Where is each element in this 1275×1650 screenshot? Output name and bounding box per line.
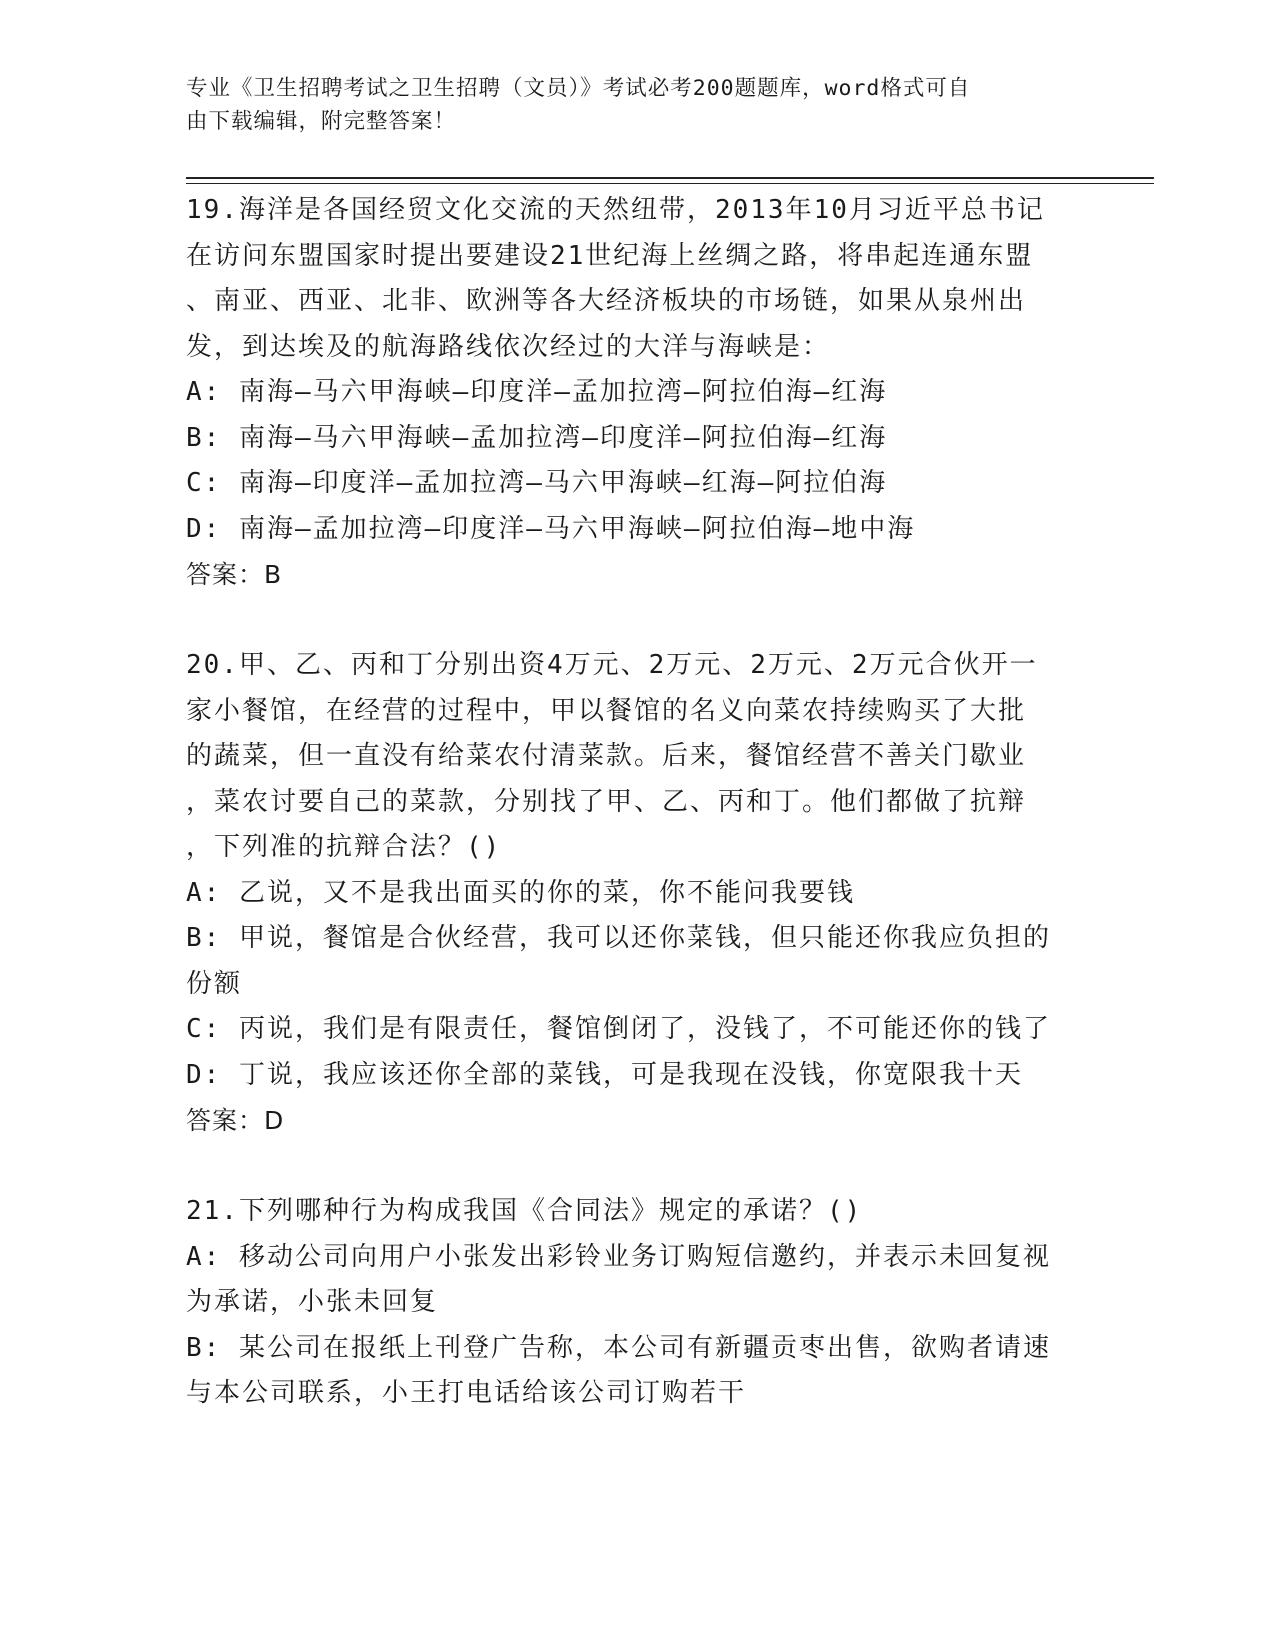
question-text-line: 20.甲、乙、丙和丁分别出资4万元、2万元、2万元、2万元合伙开一 [186, 650, 1038, 680]
header-divider-thick [186, 177, 1154, 179]
answer-line: 答案：D [186, 1106, 285, 1135]
header-divider-thin [186, 183, 1154, 184]
header-line: 由下载编辑，附完整答案！ [186, 109, 457, 134]
question-text-line: 发，到达埃及的航海路线依次经过的大洋与海峡是： [186, 331, 831, 362]
page-header [186, 72, 1066, 138]
question-block [186, 1189, 1076, 1417]
spacer [186, 1144, 1076, 1190]
option-a: A: 南海—马六甲海峡—印度洋—孟加拉湾—阿拉伯海—红海 [186, 377, 888, 407]
question-list [186, 188, 1076, 1417]
option-d: D: 南海—孟加拉湾—印度洋—马六甲海峡—阿拉伯海—地中海 [186, 513, 916, 544]
question-text-line: 的蔬菜，但一直没有给菜农付清菜款。后来，餐馆经营不善关门歇业 [186, 741, 1027, 771]
option-b-continued: 与本公司联系，小王打电话给该公司订购若干 [186, 1378, 747, 1408]
option-b: B: 南海—马六甲海峡—孟加拉湾—印度洋—阿拉伯海—红海 [186, 422, 888, 453]
question-block [186, 643, 1076, 1144]
question-text-line: 19.海洋是各国经贸文化交流的天然纽带，2013年10月习近平总书记 [186, 195, 1045, 225]
option-c: C: 南海—印度洋—孟加拉湾—马六甲海峡—红海—阿拉伯海 [186, 468, 888, 498]
question-text-line: 家小餐馆，在经营的过程中，甲以餐馆的名义向菜农持续购买了大批 [186, 695, 1027, 726]
question-text-line: ，菜农讨要自己的菜款，分别找了甲、乙、丙和丁。他们都做了抗辩 [186, 786, 1027, 817]
option-c: C: 丙说，我们是有限责任，餐馆倒闭了，没钱了，不可能还你的钱了 [186, 1014, 1051, 1044]
option-b: B: 某公司在报纸上刊登广告称，本公司有新疆贡枣出售，欲购者请速 [186, 1332, 1051, 1363]
header-line: 专业《卫生招聘考试之卫生招聘（文员）》考试必考200题题库，word格式可自 [186, 76, 971, 101]
option-b-continued: 份额 [186, 968, 243, 999]
answer-line: 答案：B [186, 560, 283, 589]
option-d: D: 丁说，我应该还你全部的菜钱，可是我现在没钱，你宽限我十天 [186, 1059, 1023, 1090]
question-text-line: ，下列准的抗辩合法？() [186, 832, 502, 862]
question-text-line: 在访问东盟国家时提出要建设21世纪海上丝绸之路，将串起连通东盟 [186, 240, 1034, 271]
question-text-line: 21.下列哪种行为构成我国《合同法》规定的承诺？() [186, 1196, 863, 1226]
option-a: A: 乙说，又不是我出面买的你的菜，你不能问我要钱 [186, 877, 855, 908]
option-a: A: 移动公司向用户小张发出彩铃业务订购短信邀约，并表示未回复视 [186, 1241, 1051, 1272]
spacer [186, 598, 1076, 644]
option-b: B: 甲说，餐馆是合伙经营，我可以还你菜钱，但只能还你我应负担的 [186, 923, 1051, 953]
question-block [186, 188, 1076, 598]
option-a-continued: 为承诺，小张未回复 [186, 1287, 439, 1317]
question-text-line: 、南亚、西亚、北非、欧洲等各大经济板块的市场链，如果从泉州出 [186, 286, 1027, 316]
